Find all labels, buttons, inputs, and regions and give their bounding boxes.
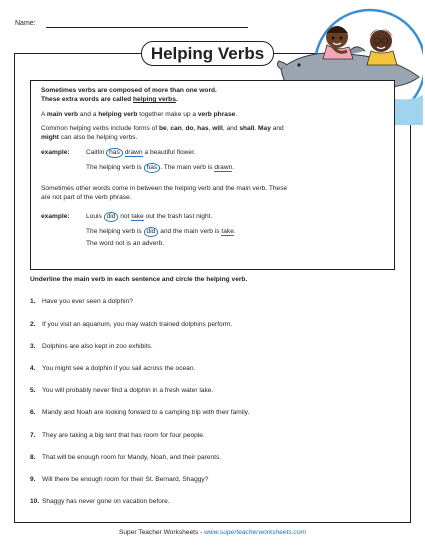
question-1: [30, 298, 133, 305]
question-number: 1.: [30, 298, 36, 305]
question-number: 6.: [30, 409, 36, 416]
intro-line-1: Sometimes verbs are composed of more than one word.: [41, 87, 217, 94]
footer-site-link[interactable]: www.superteacherworksheets.com: [204, 529, 307, 536]
question-6: [30, 409, 249, 416]
common-and: , and: [222, 125, 240, 132]
ex2-main-underlined: take: [131, 213, 144, 220]
helping-verb-term: helping verb: [98, 111, 138, 118]
question-8: [30, 454, 221, 461]
question-number: 3.: [30, 343, 36, 350]
def-and: and a: [78, 111, 99, 118]
ex1-b: a beautiful flower.: [142, 149, 196, 156]
question-number: 8.: [30, 454, 36, 461]
common-c3: ,: [193, 125, 198, 132]
ex2-sp: not: [118, 213, 132, 220]
question-number: 10.: [30, 498, 40, 505]
ex2-line2-underlined: take: [221, 228, 234, 235]
ex2-b: out the trash last night.: [143, 213, 213, 220]
question-5: [30, 387, 213, 394]
question-text: Will there be enough room for their St. Bernard, Shaggy?: [42, 476, 209, 483]
question-7: [30, 432, 205, 439]
example-label: example:: [41, 149, 70, 156]
main-verb-term: main verb: [46, 111, 79, 118]
question-text: That will be enough room for Mandy, Noah, and their parents.: [42, 454, 222, 461]
common-c2: ,: [181, 125, 186, 132]
common-may: May: [258, 125, 271, 132]
ex2-line2-a: The helping verb is: [86, 228, 144, 235]
ex2-a: Louis: [86, 213, 104, 220]
between-line-2: are not part of the verb phrase.: [41, 194, 132, 201]
question-10: [30, 498, 170, 505]
intro-line-2-post: .: [175, 96, 178, 103]
question-4: [30, 365, 195, 372]
def-a: A: [41, 111, 47, 118]
ex1-line2-c: .: [232, 164, 235, 171]
common-line-2: [41, 133, 137, 142]
example-1-sentence: [86, 148, 196, 158]
question-number: 9.: [30, 476, 36, 483]
ex1-a: Caitlin: [86, 149, 107, 156]
question-3: [30, 343, 153, 350]
name-line: [46, 27, 248, 28]
ex2-line2-circled: did: [144, 227, 159, 237]
question-number: 2.: [30, 321, 36, 328]
ex2-line2-c: .: [233, 228, 236, 235]
common-and2: and: [270, 125, 284, 132]
example-2-sentence: [86, 212, 212, 222]
ex1-line2-a: The helping verb is: [86, 164, 144, 171]
question-text: You will probably never find a dolphin in a fresh water lake.: [42, 387, 214, 394]
common-do: do: [185, 125, 194, 132]
ex1-main-underlined: drawn: [124, 149, 143, 156]
common-dot: .: [254, 125, 259, 132]
common-has: has: [197, 125, 209, 132]
footer-brand: Super Teacher Worksheets: [118, 529, 199, 536]
question-text: Dolphins are also kept in zoo exhibits.: [42, 343, 153, 350]
between-line-1: Sometimes other words come in between the helping verb and the main verb. These: [41, 185, 288, 192]
ex1-line2-b: . The main verb is: [160, 164, 215, 171]
common-c1: ,: [166, 125, 171, 132]
common-be: be: [159, 125, 167, 132]
intro-line-2: [41, 95, 178, 104]
ex2-helping-circled: did: [104, 212, 119, 222]
example-2-explanation: [86, 227, 236, 237]
example-2-adverb-note: The word not is an adverb.: [86, 240, 165, 247]
footer: [0, 529, 425, 536]
common-pre: Common helping verbs include forms of: [41, 125, 160, 132]
common-shall: shall: [239, 125, 255, 132]
question-text: Have you ever seen a dolphin?: [42, 298, 133, 305]
verb-phrase-term: verb phrase: [197, 111, 236, 118]
question-text: Shaggy has never gone on vacation before.: [42, 498, 170, 505]
intro-line-2-pre: These extra words are called: [41, 96, 133, 103]
ex2-line2-b: and the main verb is: [158, 228, 222, 235]
common-might: might: [41, 134, 59, 141]
name-label: Name:: [15, 20, 36, 27]
common-can: can: [170, 125, 182, 132]
question-text: If you visit an aquarium, you may watch trained dolphins perform.: [42, 321, 233, 328]
example-2-label: example:: [41, 213, 70, 220]
helping-verbs-term: helping verbs: [133, 96, 176, 103]
question-number: 5.: [30, 387, 36, 394]
title-box: Helping Verbs: [141, 41, 274, 66]
ex1-helping-circled: has: [106, 148, 123, 158]
def-end: .: [235, 111, 238, 118]
instructions: Underline the main verb in each sentence and circle the helping verb.: [30, 276, 248, 283]
question-text: Mandy and Noah are looking forward to a camping trip with their family.: [42, 409, 250, 416]
question-9: [30, 476, 208, 483]
question-number: 4.: [30, 365, 36, 372]
footer-sep: -: [198, 529, 205, 536]
common-line-1: [41, 124, 284, 133]
def-mid: together make up a: [137, 111, 198, 118]
example-1-explanation: [86, 163, 234, 173]
question-2: [30, 321, 232, 328]
common-post: can also be helping verbs.: [58, 134, 138, 141]
ex1-line2-circled: has: [144, 163, 161, 173]
question-text: They are taking a big tent that has room for four people.: [42, 432, 205, 439]
question-text: You might see a dolphin if you sail across the ocean.: [42, 365, 196, 372]
common-will: will: [212, 125, 223, 132]
common-c4: ,: [208, 125, 213, 132]
definition-line: [41, 110, 237, 119]
ex1-line2-underlined: drawn: [214, 164, 233, 171]
question-number: 7.: [30, 432, 36, 439]
info-box: [30, 80, 395, 270]
